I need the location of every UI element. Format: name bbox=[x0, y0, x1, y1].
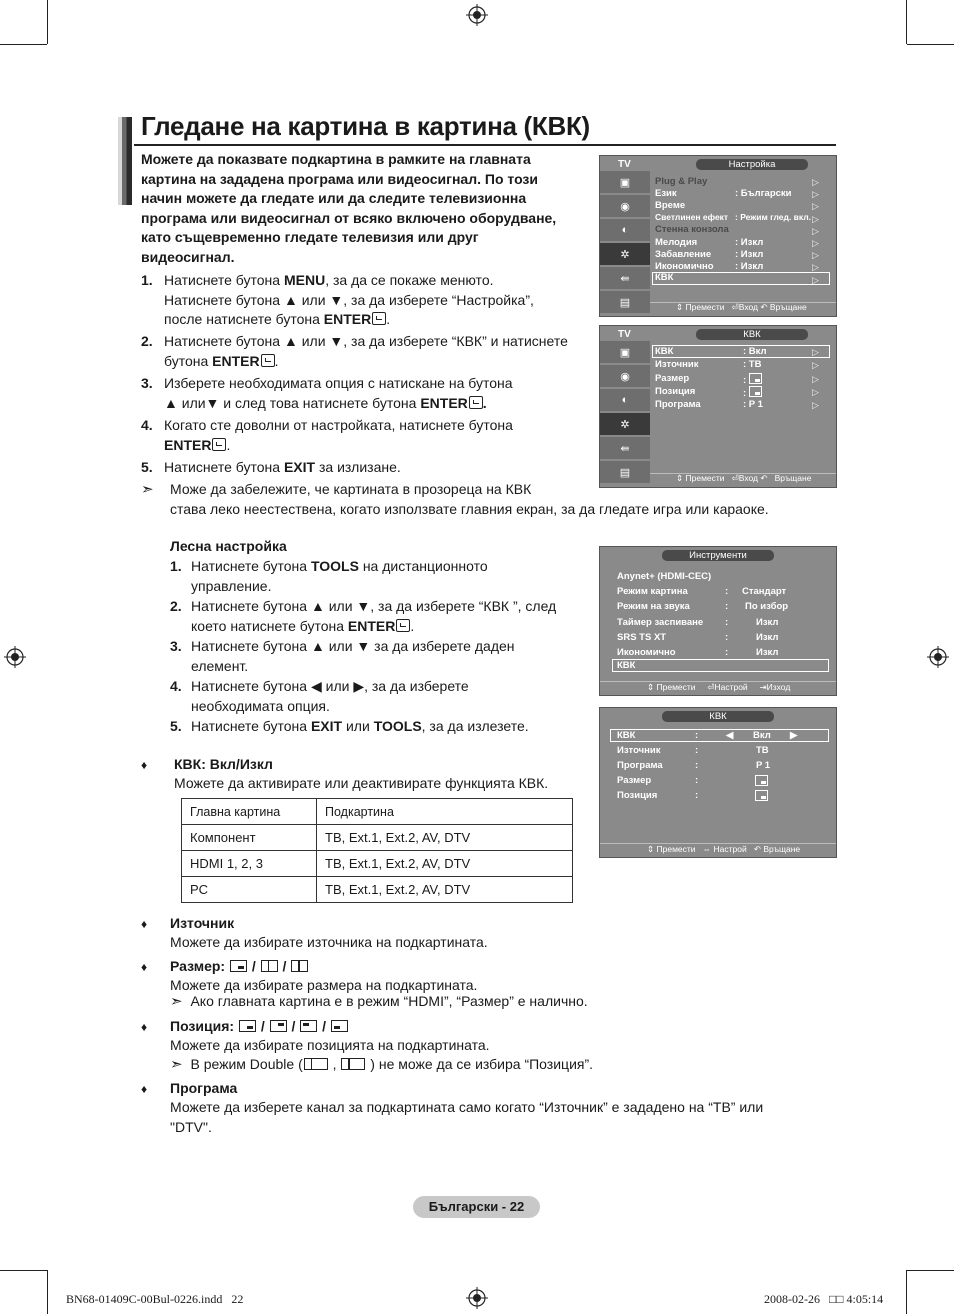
registration-mark-right bbox=[927, 646, 949, 668]
osd-header: КВК bbox=[662, 711, 774, 722]
position-bottom-left-icon bbox=[331, 1020, 348, 1032]
menu-item-program[interactable]: Програма bbox=[655, 399, 701, 410]
menu-item-position[interactable]: Позиция bbox=[655, 386, 696, 397]
position-top-left-icon bbox=[300, 1020, 317, 1032]
sound-icon[interactable]: ◉ bbox=[600, 195, 650, 219]
enter-icon bbox=[396, 619, 410, 632]
return-icon: ↶ bbox=[753, 844, 761, 854]
input-icon[interactable]: ⇚ bbox=[600, 267, 650, 291]
size-small-icon bbox=[749, 373, 762, 384]
program-desc: Можете да изберете канал за подкартината само когато “Източник” е зададено на “ТВ” или "DTV". bbox=[170, 1099, 764, 1135]
pip-onoff-title: КВК: Вкл/Изкл bbox=[174, 756, 273, 772]
footer-file-info: BN68-01409C-00Bul-0226.indd 22 bbox=[66, 1292, 244, 1306]
source-desc: Можете да избирате източника на подкартината. bbox=[170, 934, 488, 950]
tools-item-sleep-timer[interactable]: Таймер заспиване bbox=[617, 617, 704, 628]
page-number-badge: Български - 22 bbox=[413, 1196, 540, 1218]
easy-setup-steps: 1. Натиснете бутона TOOLS на дистанционното управление. 2. Натиснете бутона ▲ или ▼, за да изберете “КВК ”, след което натиснете бутона ENTER . 3. Натиснете бутона ▲ или ▼ за да изберете даден елемент. 4. Натиснете бутона ◀ или ▶, за да изберете необходимата опция. 5. Натиснете бутона EXIT или TOOLS, за да излезете. bbox=[170, 558, 557, 734]
menu-item-energy[interactable]: Икономично bbox=[655, 261, 714, 272]
menu-item-entertainment[interactable]: Забавление bbox=[655, 249, 712, 260]
pip-onoff-desc: Можете да активирате или деактивирате функцията КВК. bbox=[174, 775, 549, 791]
note-1: ➣ Може да забележите, че картината в прозореца на КВК става леко неестествена, когато използвате главния екран, за да гледате игра или караоке. bbox=[141, 481, 769, 517]
note-arrow-icon: ➣ bbox=[170, 993, 183, 1010]
table-row: PC ТВ, Ext.1, Ext.2, AV, DTV bbox=[182, 877, 573, 903]
pip-item-source[interactable]: Източник bbox=[617, 745, 661, 756]
registration-mark-top bbox=[466, 4, 488, 26]
size-small-icon bbox=[230, 960, 247, 972]
enter-icon: ⏎ bbox=[731, 473, 739, 483]
adjust-icon: ⇔ bbox=[702, 844, 712, 854]
chevron-right-icons: ▷ ▷ ▷ ▷ ▷ bbox=[812, 347, 819, 411]
menu-item-light-effect[interactable]: Светлинен ефект bbox=[655, 212, 729, 222]
move-icon: ⇕ bbox=[676, 302, 684, 312]
page-title: Гледане на картина в картина (КВК) bbox=[141, 111, 590, 141]
application-icon[interactable]: ▤ bbox=[600, 291, 650, 315]
channel-icon[interactable]: ◐ bbox=[600, 219, 650, 243]
osd-icon-column bbox=[600, 171, 650, 315]
return-icon: ↶ bbox=[760, 302, 768, 312]
intro-paragraph: Можете да показвате подкартина в рамките на главната картина на зададена програма или видеосигнал. По този начин можете да гледате или да следите телевизионна програма или видеосигнал от всяко включено оборудване, като същевременно гледате телевизия или друг видеосигнал. bbox=[141, 151, 557, 265]
menu-item-time[interactable]: Време bbox=[655, 200, 686, 211]
input-icon[interactable]: ⇚ bbox=[600, 437, 650, 461]
tools-item-srs[interactable]: SRS TS XT bbox=[617, 632, 667, 643]
tools-item-anynet[interactable]: Anynet+ (HDMI-CEC) bbox=[617, 571, 712, 582]
move-icon: ⇕ bbox=[647, 844, 655, 854]
source-compatibility-table bbox=[181, 798, 573, 903]
move-icon: ⇕ bbox=[676, 473, 684, 483]
setup-gear-icon[interactable]: ✲ bbox=[600, 243, 650, 267]
pip-item-size[interactable]: Размер bbox=[617, 775, 652, 786]
note-arrow-icon: ➣ bbox=[170, 1056, 183, 1073]
size-title: Размер: / / bbox=[170, 957, 309, 977]
position-bottom-right-icon bbox=[239, 1020, 256, 1032]
double-mode-icon bbox=[304, 1058, 328, 1070]
note-arrow-icon: ➣ bbox=[141, 481, 154, 498]
pip-item-pip[interactable]: КВК bbox=[617, 730, 636, 741]
position-desc: Можете да избирате позицията на подкартината. bbox=[170, 1037, 490, 1053]
position-top-right-icon bbox=[270, 1020, 287, 1032]
picture-icon[interactable]: ▣ bbox=[600, 341, 650, 365]
return-icon: ↶ bbox=[760, 473, 768, 483]
menu-item-language[interactable]: Език bbox=[655, 188, 677, 199]
size-double-icon bbox=[261, 960, 278, 972]
chevron-right-icons: ▷ ▷ ▷ ▷ ▷ ▷ ▷ ▷ ▷ bbox=[812, 177, 819, 285]
tools-item-pip[interactable]: КВК bbox=[617, 660, 636, 671]
osd-header: КВК bbox=[696, 329, 808, 340]
enter-icon bbox=[261, 354, 275, 367]
position-title: Позиция: / / / bbox=[170, 1017, 349, 1037]
size-double-wide-icon bbox=[291, 960, 308, 972]
osd-setup-menu: TV Настройка ▣ ◉ ◐ ✲ ⇚ ▤ Plug & Play Език : Български Време Светлинен ефект : Режим глед. вкл. Стенна конзола Мелодия : Изкл Забавление : Изкл Икономично : Изкл КВК ▷ ▷ ▷ ▷ ▷ ▷ ▷ ▷ ▷ ⇕ Премести ⏎Вход ↶ Връщане bbox=[599, 155, 837, 317]
registration-mark-bottom bbox=[466, 1287, 488, 1309]
title-rule bbox=[134, 144, 836, 146]
size-desc: Можете да избирате размера на подкартината. bbox=[170, 977, 478, 993]
bullet-icon: ♦ bbox=[141, 960, 148, 974]
tools-item-picture-mode[interactable]: Режим картина bbox=[617, 586, 688, 597]
exit-icon: ⇥ bbox=[759, 682, 767, 692]
position-note: ➣ В режим Double ( , ) не може да се избира “Позиция”. bbox=[170, 1056, 594, 1073]
selection-highlight bbox=[652, 345, 830, 358]
table-row: Главна картина Подкартина bbox=[182, 799, 573, 825]
table-row: Компонент ТВ, Ext.1, Ext.2, AV, DTV bbox=[182, 825, 573, 851]
enter-icon bbox=[469, 396, 483, 409]
selection-highlight bbox=[612, 659, 829, 672]
bullet-icon: ♦ bbox=[141, 917, 148, 931]
enter-icon: ⏎ bbox=[707, 682, 715, 692]
section-marker-bar bbox=[118, 117, 132, 205]
double-mode-wide-icon bbox=[341, 1058, 365, 1070]
table-row: HDMI 1, 2, 3 ТВ, Ext.1, Ext.2, AV, DTV bbox=[182, 851, 573, 877]
channel-icon[interactable]: ◐ bbox=[600, 389, 650, 413]
enter-icon: ⏎ bbox=[731, 302, 739, 312]
menu-item-wall-mount[interactable]: Стенна конзола bbox=[655, 224, 729, 235]
registration-mark-left bbox=[4, 646, 26, 668]
osd-header: Настройка bbox=[696, 159, 808, 170]
bullet-icon: ♦ bbox=[141, 1020, 148, 1034]
pip-item-program[interactable]: Програма bbox=[617, 760, 663, 771]
selection-highlight bbox=[652, 272, 830, 285]
tools-item-energy[interactable]: Икономично bbox=[617, 647, 676, 658]
bullet-icon: ♦ bbox=[141, 1082, 148, 1096]
enter-icon bbox=[372, 312, 386, 325]
enter-icon bbox=[212, 438, 226, 451]
menu-item-pip[interactable]: КВК bbox=[655, 272, 674, 283]
move-icon: ⇕ bbox=[647, 682, 655, 692]
right-arrow-icon[interactable]: ▶ bbox=[790, 730, 798, 741]
sound-icon[interactable]: ◉ bbox=[600, 365, 650, 389]
size-small-icon bbox=[755, 775, 768, 786]
menu-item-size[interactable]: Размер bbox=[655, 373, 690, 384]
left-arrow-icon[interactable]: ◀ bbox=[726, 730, 734, 741]
easy-setup-title: Лесна настройка bbox=[170, 538, 287, 554]
position-icon bbox=[755, 790, 768, 801]
menu-item-source[interactable]: Източник bbox=[655, 359, 699, 370]
osd-icon-column bbox=[600, 341, 650, 485]
osd-tools-menu: Инструменти Anynet+ (HDMI-CEC) Режим картина : Стандарт Режим на звука : По избор Таймер заспиване : Изкл SRS TS XT : Изкл Икономично : Изкл КВК ⇕ Премести ⏎Настрой ⇥Изход bbox=[599, 546, 837, 696]
picture-icon[interactable]: ▣ bbox=[600, 171, 650, 195]
menu-item-melody[interactable]: Мелодия bbox=[655, 237, 698, 248]
menu-item-pip[interactable]: КВК bbox=[655, 346, 674, 357]
osd-pip-menu: TV КВК ▣ ◉ ◐ ✲ ⇚ ▤ КВК : Вкл Източник : ТВ Размер : Позиция : Програма : P 1 ▷ ▷ ▷ ▷ ▷ ⇕ Премести ⏎Вход ↶ Връщане bbox=[599, 325, 837, 488]
size-note: ➣ Ако главната картина е в режим “HDMI”, “Размер” е налично. bbox=[170, 993, 588, 1010]
pip-item-position[interactable]: Позиция bbox=[617, 790, 658, 801]
program-title: Програма bbox=[170, 1080, 238, 1096]
position-icon bbox=[749, 386, 762, 397]
osd-header: Инструменти bbox=[662, 550, 774, 561]
source-title: Източник bbox=[170, 915, 235, 931]
tools-item-sound-mode[interactable]: Режим на звука bbox=[617, 601, 690, 612]
bullet-icon: ♦ bbox=[141, 758, 148, 772]
setup-gear-icon[interactable]: ✲ bbox=[600, 413, 650, 437]
application-icon[interactable]: ▤ bbox=[600, 461, 650, 485]
footer-timestamp: 2008-02-26 □□ 4:05:14 bbox=[764, 1292, 884, 1306]
menu-item-plug-play[interactable]: Plug & Play bbox=[655, 176, 708, 187]
osd-pip-tools-menu: КВК КВК : ◀ Вкл ▶ Източник : ТВ Програма : P 1 Размер : Позиция : ⇕ Премести ⇔ Настрой ↶ Връщане bbox=[599, 707, 837, 858]
